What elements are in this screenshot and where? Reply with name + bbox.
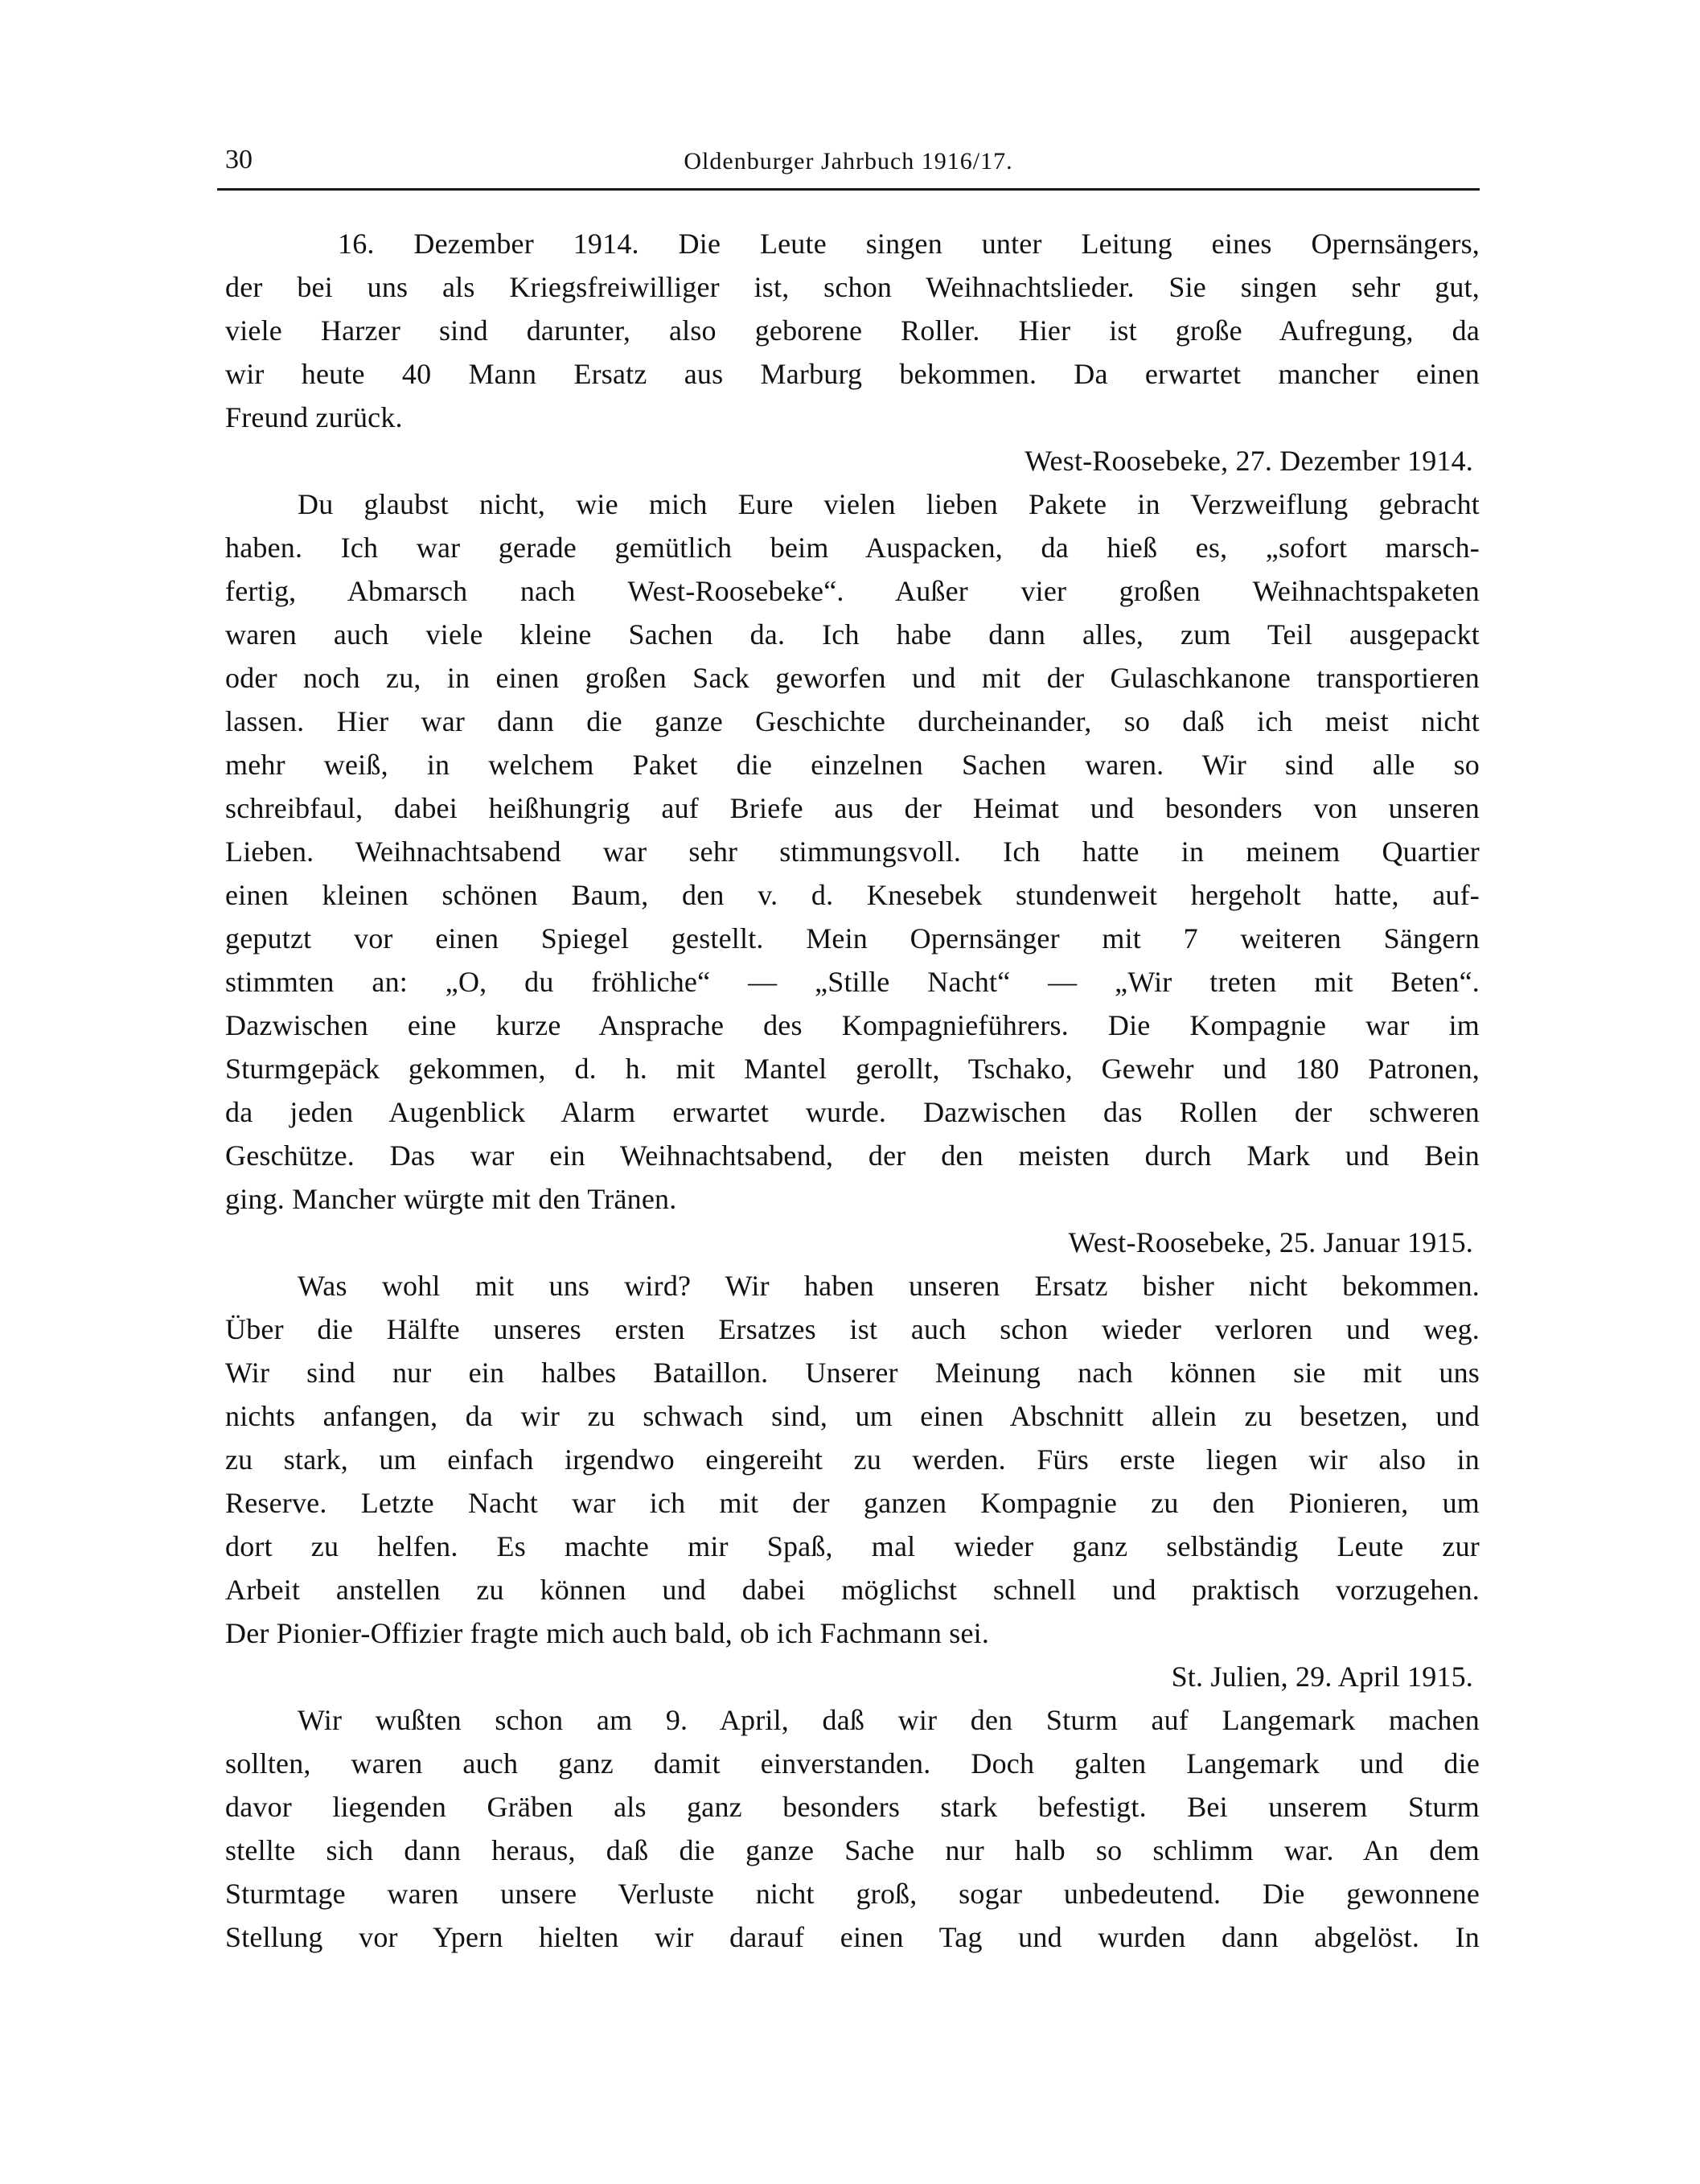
dateline: St. Julien, 29. April 1915. xyxy=(1171,1661,1473,1693)
header-rule xyxy=(217,188,1480,191)
text-line: wir heute 40 Mann Ersatz aus Marburg bekommen. Da erwartet mancher einen xyxy=(225,358,1480,390)
text-line: schreibfaul, dabei heißhungrig auf Briefe aus der Heimat und besonders von unseren xyxy=(225,792,1480,824)
text-line: Was wohl mit uns wird? Wir haben unseren Ersatz bisher nicht bekommen. xyxy=(298,1270,1480,1302)
text-line: stellte sich dann heraus, daß die ganze Sache nur halb so schlimm war. An dem xyxy=(225,1834,1480,1866)
text-line: Du glaubst nicht, wie mich Eure vielen lieben Pakete in Verzweiflung gebracht xyxy=(298,488,1480,520)
text-line: Sturmtage waren unsere Verluste nicht groß, sogar unbedeutend. Die gewonnene xyxy=(225,1878,1480,1910)
running-title: Oldenburger Jahrbuch 1916/17. xyxy=(684,148,1013,174)
text-line: 16. Dezember 1914. Die Leute singen unter Leitung eines Opernsängers, xyxy=(338,228,1480,260)
text-line: Wir wußten schon am 9. April, daß wir den Sturm auf Langemark machen xyxy=(298,1704,1480,1736)
text-line: fertig, Abmarsch nach West-Roosebeke“. Außer vier großen Weihnachtspaketen xyxy=(225,575,1480,607)
text-line: Arbeit anstellen zu können und dabei möglichst schnell und praktisch vorzugehen. xyxy=(225,1574,1480,1606)
text-line: viele Harzer sind darunter, also geborene Roller. Hier ist große Aufregung, da xyxy=(225,314,1480,347)
page-header xyxy=(217,145,1480,190)
text-line: lassen. Hier war dann die ganze Geschichte durcheinander, so daß ich meist nicht xyxy=(225,705,1480,737)
page-number: 30 xyxy=(225,145,253,174)
text-line: oder noch zu, in einen großen Sack geworfen und mit der Gulaschkanone transportieren xyxy=(225,662,1480,694)
body-text xyxy=(225,222,1480,1959)
text-line: haben. Ich war gerade gemütlich beim Auspacken, da hieß es, „sofort marsch- xyxy=(225,532,1480,564)
text-line: stimmten an: „O, du fröhliche“ — „Stille Nacht“ — „Wir treten mit Beten“. xyxy=(225,966,1480,998)
text-line: zu stark, um einfach irgendwo eingereiht zu werden. Fürs erste liegen wir also in xyxy=(225,1443,1480,1476)
text-line: sollten, waren auch ganz damit einverstanden. Doch galten Langemark und die xyxy=(225,1747,1480,1780)
text-line: dort zu helfen. Es machte mir Spaß, mal wieder ganz selbständig Leute zur xyxy=(225,1530,1480,1562)
text-line: waren auch viele kleine Sachen da. Ich habe dann alles, zum Teil ausgepackt xyxy=(225,618,1480,651)
text-line: Dazwischen eine kurze Ansprache des Kompagnieführers. Die Kompagnie war im xyxy=(225,1009,1480,1041)
dateline: West-Roosebeke, 27. Dezember 1914. xyxy=(1025,445,1473,477)
text-line: Wir sind nur ein halbes Bataillon. Unserer Meinung nach können sie mit uns xyxy=(225,1357,1480,1389)
text-line: geputzt vor einen Spiegel gestellt. Mein Opernsänger mit 7 weiteren Sängern xyxy=(225,922,1480,954)
text-line: davor liegenden Gräben als ganz besonders stark befestigt. Bei unserem Sturm xyxy=(225,1791,1480,1823)
text-line: Reserve. Letzte Nacht war ich mit der ganzen Kompagnie zu den Pionieren, um xyxy=(225,1487,1480,1519)
page xyxy=(217,145,1480,1953)
text-line: ging. Mancher würgte mit den Tränen. xyxy=(225,1183,677,1215)
text-line: Der Pionier-Offizier fragte mich auch bald, ob ich Fachmann sei. xyxy=(225,1617,990,1649)
text-line: nichts anfangen, da wir zu schwach sind, um einen Abschnitt allein zu besetzen, und xyxy=(225,1400,1480,1432)
text-line: Freund zurück. xyxy=(225,401,403,433)
text-line: da jeden Augenblick Alarm erwartet wurde. Dazwischen das Rollen der schweren xyxy=(225,1096,1480,1128)
text-line: Über die Hälfte unseres ersten Ersatzes ist auch schon wieder verloren und weg. xyxy=(225,1313,1480,1345)
text-line: einen kleinen schönen Baum, den v. d. Knesebek stundenweit hergeholt hatte, auf- xyxy=(225,879,1480,911)
text-line: Geschütze. Das war ein Weihnachtsabend, der den meisten durch Mark und Bein xyxy=(225,1139,1480,1172)
text-line: Lieben. Weihnachtsabend war sehr stimmungsvoll. Ich hatte in meinem Quartier xyxy=(225,835,1480,868)
text-line: Stellung vor Ypern hielten wir darauf einen Tag und wurden dann abgelöst. In xyxy=(225,1921,1480,1953)
text-line: Sturmgepäck gekommen, d. h. mit Mantel gerollt, Tschako, Gewehr und 180 Patronen, xyxy=(225,1053,1480,1085)
dateline: West-Roosebeke, 25. Januar 1915. xyxy=(1068,1226,1473,1258)
text-line: mehr weiß, in welchem Paket die einzelnen Sachen waren. Wir sind alle so xyxy=(225,749,1480,781)
text-line: der bei uns als Kriegsfreiwilliger ist, schon Weihnachtslieder. Sie singen sehr gut, xyxy=(225,271,1480,303)
